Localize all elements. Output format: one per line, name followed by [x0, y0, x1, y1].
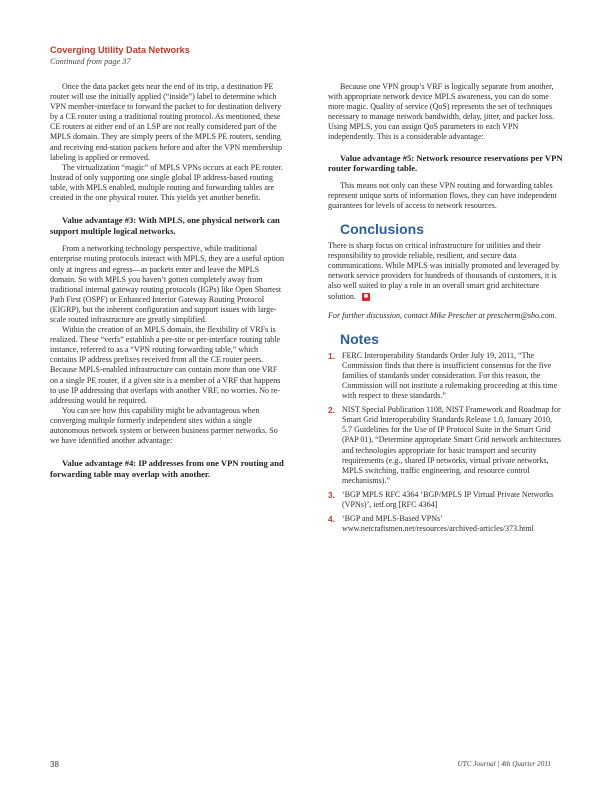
publication-footer: UTC Journal | 4th Quarter 2011 [457, 760, 551, 768]
paragraph: Once the data packet gets near the end of its trip, a destination PE router will use the initially applied (“inside”) label to determine which VPN member-interface to forward the packet to for destination delivery by a CE router using a traditional routing protocol. As mentioned, these CE routers at either end of an LSP are not really considered part of the MPLS domain. They are simply peers of the MPLS PE routers, sending and receiving end-station packets before and after the VPN membership labeling is applied or removed. [50, 82, 283, 162]
value-advantage-3: Value advantage #3: With MPLS, one physical network can support multiple logical networks. [50, 215, 280, 236]
paragraph: The virtualization “magic” of MPLS VPNs occurs at each PE router. Instead of only supporting one single global IP address-based routing table, with MPLS enabled, multiple routing and forwarding tables are created in the one physical router. This yields yet another benefit. [50, 162, 283, 203]
end-of-article-icon: ■ [363, 292, 369, 300]
note-number: 4. [328, 514, 335, 525]
paragraph: From a networking technology perspective, while traditional enterprise routing protocols interact with MPLS, they are a useful option only at ingress and egress—as packets enter and leave the MPLS domain. So with MPLS you haven’t gotten completely away from traditional internal gateway routing protocols (IGPs) like Open Shortest Path First (OSPF) or Enhanced Interior Gateway Routing Protocol (EIGRP), but the inherent configuration and support issues with large-scale routed infrastructure are greatly simplified. [50, 244, 284, 324]
note-number: 1. [328, 350, 335, 361]
note-number: 3. [328, 489, 335, 500]
note-item [328, 514, 564, 534]
value-advantage-4: Value advantage #4: IP addresses from one VPN routing and forwarding table may overlap with another. [50, 458, 284, 479]
paragraph: Because one VPN group’s VRF is logically separate from another, with appropriate network device MPLS awareness, you can do some more magic. Quality of service (QoS) represents the set of techniques necessary to manage network bandwidth, delay, jitter, and packet loss. Using MPLS, you can assign QoS parameters to each VPN independently. This is a considerable advantage: [328, 82, 554, 142]
continued-from: Continued from page 37 [50, 57, 131, 66]
article-title: Coverging Utility Data Networks [50, 45, 190, 55]
note-text: FERC Interoperability Standards Order July 19, 2011, “The Commission finds that there is insufficient consensus for the five families of standards under consideration. For this reason, the Commission will not institute a rulemaking proceeding at this time with respect to these standards.” [342, 350, 558, 401]
left-column [50, 82, 286, 479]
notes-heading: Notes [340, 330, 379, 347]
right-column [328, 82, 564, 538]
value-advantage-5: Value advantage #5: Network resource reservations per VPN router forwarding table. [328, 152, 563, 174]
contact-note: For further discussion, contact Mike Prescher at prescherm@sbo.com. [328, 310, 557, 320]
note-text: ‘BGP MPLS RFC 4364 ‘BGP/MPLS IP Virtual Private Networks (VPNs)’, ietf.org [RFC 4364] [342, 489, 554, 509]
page-number: 38 [50, 760, 59, 769]
paragraph: This means not only can these VPN routing and forwarding tables represent unique sorts of information flows, they can have independent guarantees for levels of access to network resources. [328, 180, 557, 210]
conclusions-paragraph: There is sharp focus on critical infrastructure for utilities and their responsibility to provide reliable, resilient, and secure data communications. While MPLS was initially promoted and leveraged by network service providers for hundreds of thousands of customers, it is also well suited to play a role in an overall smart grid architecture solution. ■ [328, 241, 560, 301]
note-number: 2. [328, 405, 335, 416]
note-text: NIST Special Publication 1108, NIST Framework and Roadmap for Smart Grid Interoperability Standards Release 1.0, January 2010, 5.7 Guidelines for the Use of IP Protocol Suite in the Smart Grid (PAP 01), “Determine appropriate Smart Grid network architectures and technologies appropriate for basic transport and security requirements (e.g., shared IP networks, virtual private networks, MPLS switching, traffic engineering, and resource control mechanisms).” [342, 405, 561, 485]
note-item [328, 490, 564, 510]
paragraph: Within the creation of an MPLS domain, the flexibility of VRFs is realized. These “verfs” establish a per-site or per-interface routing table instance, referred to as a “VPN routing forwarding table,” which contains IP address prefixes received from all the CE router peers. Because MPLS-enabled infrastructure can contain more than one VRF on a single PE router, if a given site is a member of a VRF that happens to use IP addressing that overlaps with another VRF, no worries. No re-addressing would be required. [50, 325, 281, 405]
paragraph: You can see how this capability might be advantageous when converging multiple formerly independent sites within a single autonomous network system or between business partner networks. So we have identified another advantage: [50, 405, 278, 446]
notes-list [328, 351, 564, 535]
article-header [50, 44, 190, 67]
conclusions-heading: Conclusions [340, 221, 425, 238]
note-text: ‘BGP and MPLS-Based VPNs’ www.netcraftsmen.net/resources/archived-articles/373.html [342, 514, 534, 534]
note-item [328, 351, 564, 401]
note-item [328, 405, 564, 486]
